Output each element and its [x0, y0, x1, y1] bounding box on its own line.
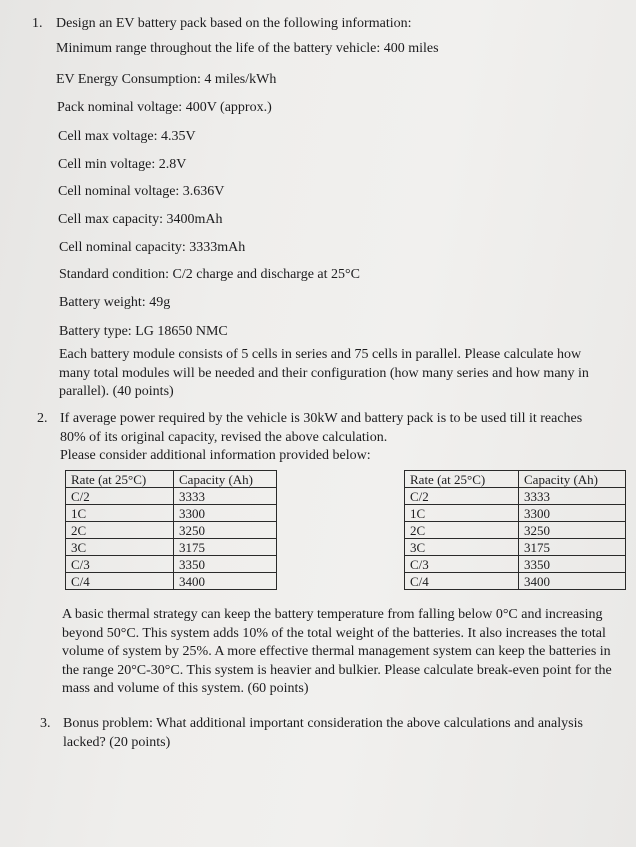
table-row [66, 556, 277, 573]
table-row [405, 556, 626, 573]
table-cell-rate: 2C [66, 522, 174, 539]
table-cell-capacity: 3333 [519, 488, 626, 505]
table-cell-rate: C/2 [66, 488, 174, 505]
spec-energy-consumption: EV Energy Consumption: 4 miles/kWh [56, 72, 277, 87]
table-row [66, 522, 277, 539]
table-header: Rate (at 25°C) [66, 471, 174, 488]
table-cell-capacity: 3400 [174, 573, 277, 590]
table-cell-rate: 3C [66, 539, 174, 556]
spec-cell-min-voltage: Cell min voltage: 2.8V [58, 157, 187, 172]
q3-text: Bonus problem: What additional important consideration the above calculations and analysis lacked? (20 points) [63, 716, 583, 750]
table-header-row [405, 471, 626, 488]
spec-min-range: Minimum range throughout the life of the battery vehicle: 400 miles [56, 41, 439, 56]
table-cell-capacity: 3350 [174, 556, 277, 573]
spec-pack-voltage: Pack nominal voltage: 400V (approx.) [57, 100, 272, 115]
table-header-row [66, 471, 277, 488]
table-cell-capacity: 3300 [519, 505, 626, 522]
q1-number: 1. [32, 16, 43, 31]
table-cell-capacity: 3175 [174, 539, 277, 556]
spec-cell-max-capacity: Cell max capacity: 3400mAh [58, 212, 223, 227]
table-cell-rate: 3C [405, 539, 519, 556]
q2-text: If average power required by the vehicle is 30kW and battery pack is to be used till it reaches 80% of its original capacity, revised the above calculation. [60, 411, 583, 445]
table-cell-capacity: 3250 [519, 522, 626, 539]
table-cell-capacity: 3333 [174, 488, 277, 505]
q1-task: Each battery module consists of 5 cells in series and 75 cells in parallel. Please calculate how many total modules will be needed and their configuration (how many series and how many in parallel). (40 points) [59, 347, 589, 399]
table-row [66, 505, 277, 522]
table-row [66, 573, 277, 590]
spec-battery-type: Battery type: LG 18650 NMC [59, 324, 228, 339]
table-cell-rate: C/3 [405, 556, 519, 573]
rate-capacity-table-right [404, 470, 626, 590]
table-cell-rate: 1C [405, 505, 519, 522]
table-cell-rate: C/3 [66, 556, 174, 573]
table-row [405, 573, 626, 590]
table-row [405, 522, 626, 539]
q2-consider: Please consider additional information provided below: [60, 448, 371, 463]
q1-title: Design an EV battery pack based on the following information: [56, 16, 412, 31]
table-cell-capacity: 3250 [174, 522, 277, 539]
spec-cell-nominal-capacity: Cell nominal capacity: 3333mAh [59, 240, 246, 255]
q2-thermal-paragraph: A basic thermal strategy can keep the battery temperature from falling below 0°C and increasing beyond 50°C. This system adds 10% of the total weight of the batteries. It also increases the total volume of system by 25%. A more effective thermal management system can keep the batteries in the range 20°C-30°C. This system is heavier and bulkier. Please calculate break-even point for the mass and volume of this system. (60 points) [62, 607, 612, 696]
table-row [66, 488, 277, 505]
table-cell-rate: C/4 [405, 573, 519, 590]
table-cell-rate: 1C [66, 505, 174, 522]
table-cell-capacity: 3400 [519, 573, 626, 590]
rate-capacity-table-left [65, 470, 277, 590]
spec-cell-max-voltage: Cell max voltage: 4.35V [58, 129, 196, 144]
table-cell-capacity: 3300 [174, 505, 277, 522]
spec-standard-condition: Standard condition: C/2 charge and discharge at 25°C [59, 267, 360, 282]
q3-number: 3. [40, 716, 51, 731]
table-row [66, 539, 277, 556]
table-header: Rate (at 25°C) [405, 471, 519, 488]
table-cell-capacity: 3350 [519, 556, 626, 573]
table-row [405, 505, 626, 522]
table-cell-rate: C/4 [66, 573, 174, 590]
table-row [405, 488, 626, 505]
table-header: Capacity (Ah) [519, 471, 626, 488]
spec-battery-weight: Battery weight: 49g [59, 295, 171, 310]
table-cell-rate: C/2 [405, 488, 519, 505]
table-cell-rate: 2C [405, 522, 519, 539]
q2-number: 2. [37, 411, 48, 426]
spec-cell-nominal-voltage: Cell nominal voltage: 3.636V [58, 184, 225, 199]
table-row [405, 539, 626, 556]
table-cell-capacity: 3175 [519, 539, 626, 556]
table-header: Capacity (Ah) [174, 471, 277, 488]
